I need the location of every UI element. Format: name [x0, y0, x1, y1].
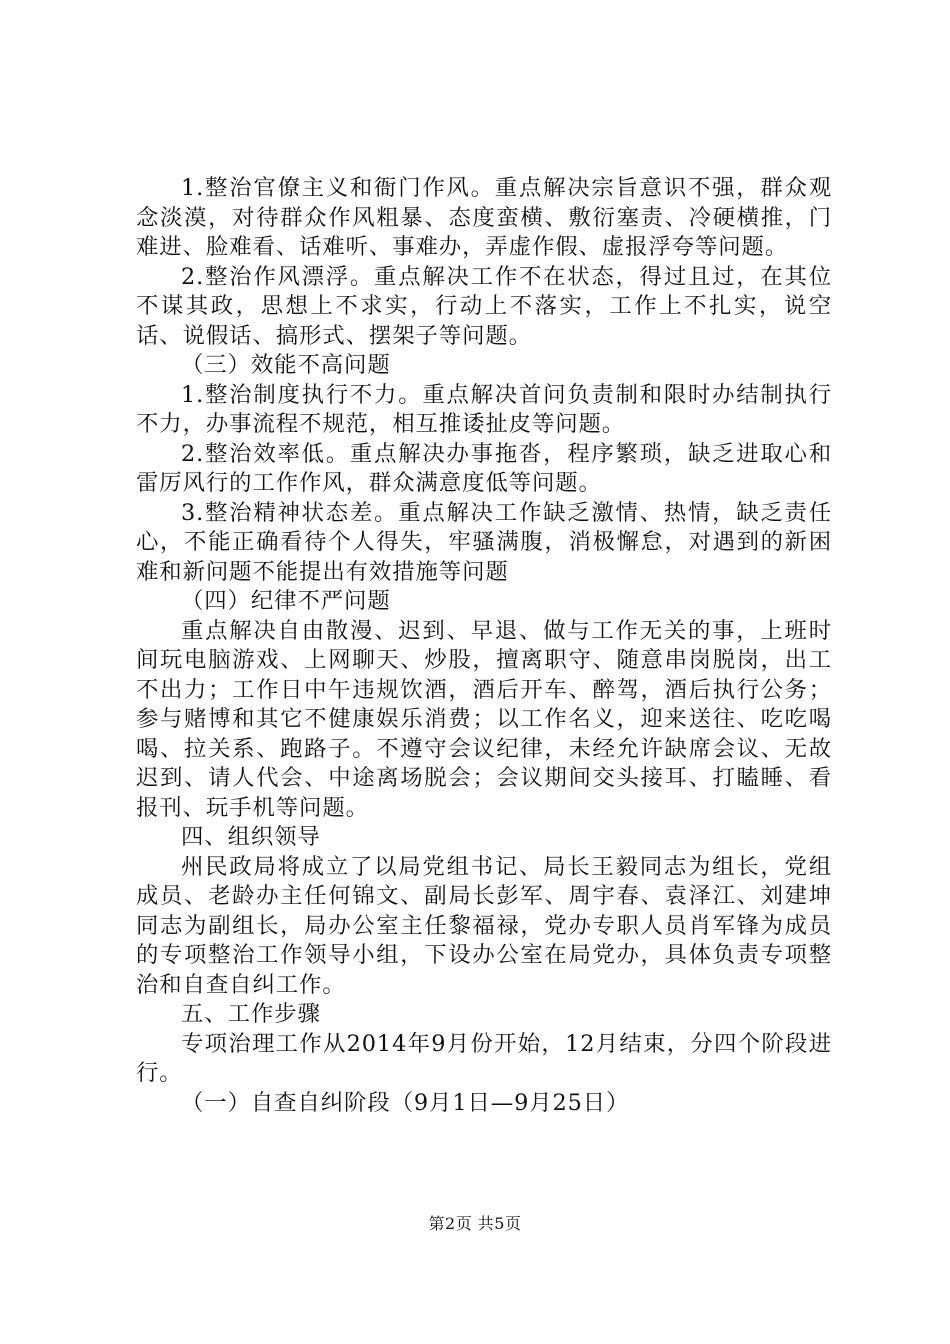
- paragraph-rectify-system-enforcement: 1.整治制度执行不力。重点解决首问负责制和限时办结制执行不力，办事流程不规范，相互推诿扯皮等问题。: [136, 381, 832, 437]
- paragraph-leadership-group: 州民政局将成立了以局党组书记、局长王毅同志为组长，党组成员、老龄办主任何锦文、副局长彭军、周宇春、袁泽江、刘建坤同志为副组长，局办公室主任黎福禄，党办专职人员肖军锋为成员的专项整治工作领导小组，下设办公室在局党办，具体负责专项整治和自查自纠工作。: [136, 853, 832, 998]
- paragraph-work-schedule: 专项治理工作从2014年9月份开始，12月结束，分四个阶段进行。: [136, 1030, 832, 1086]
- paragraph-rectify-low-efficiency: 2.整治效率低。重点解决办事拖沓，程序繁琐，缺乏进取心和雷厉风行的工作作风，群众满意度低等问题。: [136, 440, 832, 496]
- paragraph-rectify-bureaucratism: 1.整治官僚主义和衙门作风。重点解决宗旨意识不强，群众观念淡漠，对待群众作风粗暴、态度蛮横、敷衍塞责、冷硬横推，门难进、脸难看、话难听、事难办，弄虚作假、虚报浮夸等问题。: [136, 175, 832, 260]
- paragraph-rectify-superficial-style: 2.整治作风漂浮。重点解决工作不在状态，得过且过，在其位不谋其政，思想上不求实，行动上不落实，工作上不扎实，说空话、说假话、搞形式、摆架子等问题。: [136, 263, 832, 349]
- paragraph-lax-discipline-details: 重点解决自由散漫、迟到、早退、做与工作无关的事，上班时间玩电脑游戏、上网聊天、炒股，擅离职守、随意串岗脱岗，出工不出力；工作日中午违规饮酒，酒后开车、醉驾，酒后执行公务；参与赌博和其它不健康娱乐消费；以工作名义，迎来送往、吃吃喝喝、拉关系、跑路子。不遵守会议纪律，未经允许缺席会议、无故迟到、请人代会、中途离场脱会；会议期间交头接耳、打瞌睡、看报刊、玩手机等问题。: [136, 617, 832, 821]
- section-heading-low-efficiency: （三）效能不高问题: [181, 352, 391, 378]
- section-heading-organization-leadership: 四、组织领导: [181, 824, 321, 850]
- page-number-footer: 第2页 共5页: [428, 1214, 522, 1233]
- section-heading-work-steps: 五、工作步骤: [181, 1001, 321, 1027]
- document-body: [136, 174, 832, 1118]
- section-heading-lax-discipline: （四）纪律不严问题: [181, 588, 391, 614]
- section-heading-self-inspection-stage: （一）自查自纠阶段（9月1日—9月25日）: [181, 1089, 630, 1116]
- paragraph-rectify-mental-state: 3.整治精神状态差。重点解决工作缺乏激情、热情，缺乏责任心，不能正确看待个人得失，牢骚满腹，消极懈怠，对遇到的新困难和新问题不能提出有效措施等问题: [136, 499, 832, 585]
